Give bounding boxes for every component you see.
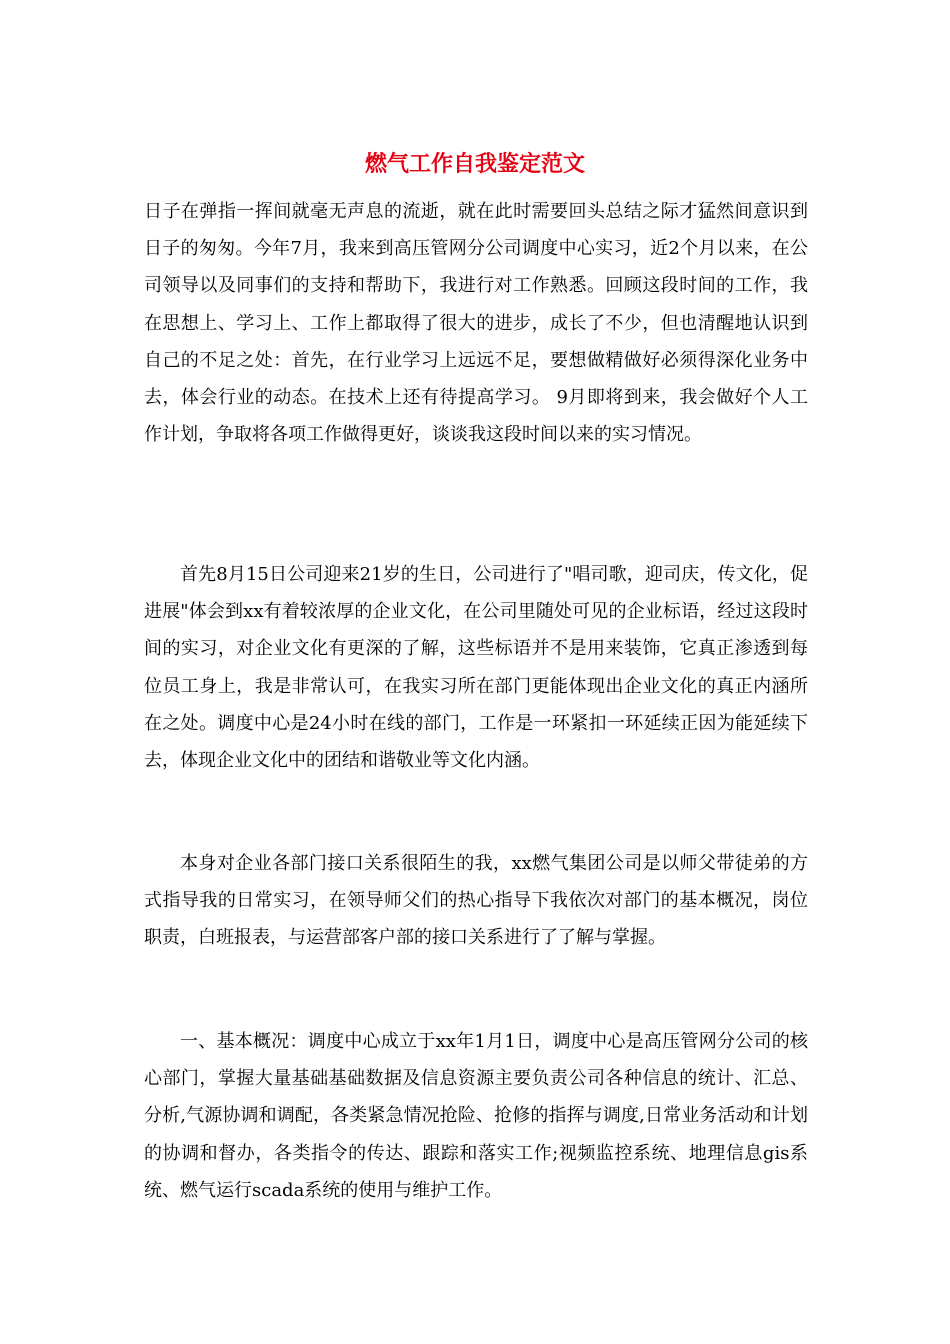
paragraph-company-culture: 首先8月15日公司迎来21岁的生日，公司进行了"唱司歌，迎司庆，传文化，促进展"体会到xx有着较浓厚的企业文化，在公司里随处可见的企业标语，经过这段时间的实习，对企业文化有更深的了解，这些标语并不是用来装饰，它真正渗透到每位员工身上，我是非常认可，在我实习所在部门更能体现出企业文化的真正内涵所在之处。调度中心是24小时在线的部门，工作是一环紧扣一环延续正因为能延续下去，体现企业文化中的团结和谐敬业等文化内涵。 [144,564,808,772]
paragraph-intro: 日子在弹指一挥间就毫无声息的流逝，就在此时需要回头总结之际才猛然间意识到日子的匆匆。今年7月，我来到高压管网分公司调度中心实习，近2个月以来，在公司领导以及同事们的支持和帮助下，我进行对工作熟悉。回顾这段时间的工作，我在思想上、学习上、工作上都取得了很大的进步，成长了不少，但也清醒地认识到自己的不足之处：首先，在行业学习上远远不足，要想做精做好必须得深化业务中去，体会行业的动态。在技术上还有待提高学习。 9月即将到来，我会做好个人工作计划，争取将各项工作做得更好，谈谈我这段时间以来的实习情况。 [144,201,808,446]
document-title: 燃气工作自我鉴定范文 [364,151,585,177]
paragraph-basic-overview: 一、基本概况：调度中心成立于xx年1月1日，调度中心是高压管网分公司的核心部门，掌握大量基础基础数据及信息资源主要负责公司各种信息的统计、汇总、分析,气源协调和调配，各类紧急情况抢险、抢修的指挥与调度,日常业务活动和计划的协调和督办，各类指令的传达、跟踪和落实工作;视频监控系统、地理信息gis系统、燃气运行scada系统的使用与维护工作。 [144,1031,808,1201]
paragraph-mentorship: 本身对企业各部门接口关系很陌生的我，xx燃气集团公司是以师父带徒弟的方式指导我的日常实习，在领导师父们的热心指导下我依次对部门的基本概况，岗位职责，白班报表，与运营部客户部的接口关系进行了了解与掌握。 [144,853,808,949]
